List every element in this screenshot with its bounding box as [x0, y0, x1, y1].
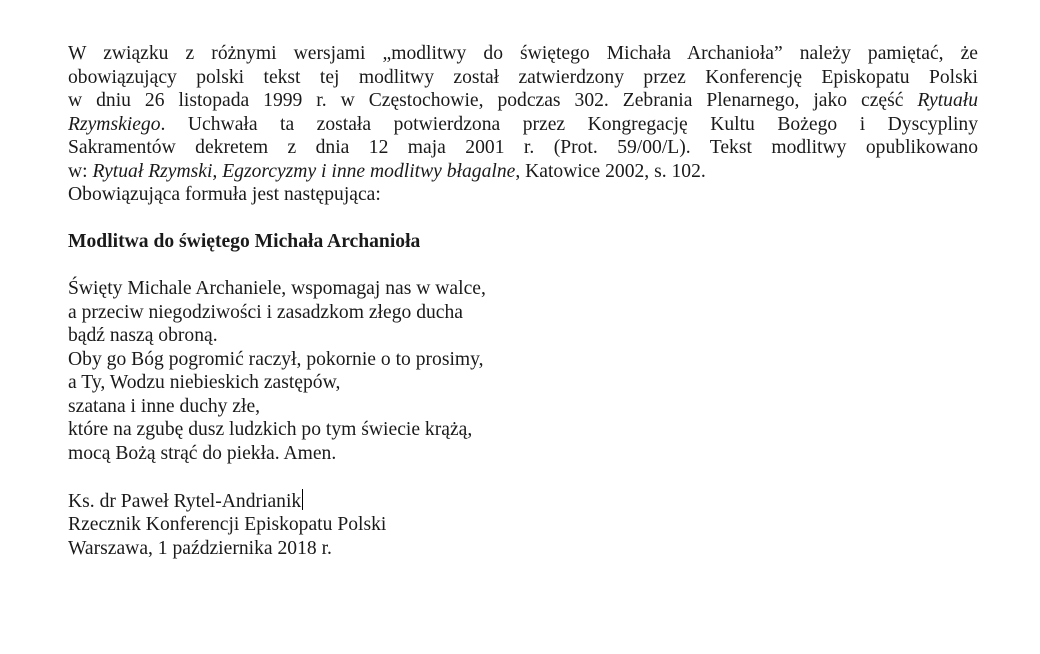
signature-block [68, 489, 978, 561]
prayer-line: bądź naszą obroną. [68, 325, 218, 346]
italic-title-text: Rytuał Rzymski, Egzorcyzmy i inne modlitwy błagalne [92, 160, 516, 182]
intro-line [68, 42, 978, 66]
blank-line [68, 465, 978, 489]
prayer-line: a Ty, Wodzu niebieskich zastępów, [68, 372, 341, 393]
intro-line [68, 160, 978, 184]
document-page[interactable] [68, 42, 978, 560]
text-cursor [302, 489, 303, 510]
signature-place-date: Warszawa, 1 października 2018 r. [68, 537, 332, 559]
formula-intro-line: Obowiązująca formuła jest następująca: [68, 184, 381, 205]
intro-line [68, 89, 978, 113]
prayer-line: a przeciw niegodziwości i zasadzkom złego ducha [68, 301, 463, 323]
signature-name-line [68, 489, 978, 514]
intro-text: w dniu 26 listopada 1999 r. w Częstochowie, podczas 302. Zebrania Plenarnego, jako część [68, 90, 918, 111]
prayer-line: Oby go Bóg pogromić raczył, pokornie o to prosimy, [68, 348, 484, 370]
signature-name: Ks. dr Paweł Rytel-Andrianik [68, 490, 302, 512]
prayer-line: które na zgubę dusz ludzkich po tym świecie krążą, [68, 419, 473, 440]
intro-line [68, 66, 978, 90]
intro-text: obowiązujący polski tekst tej modlitwy został zatwierdzony przez Konferencję Episkopatu Polski [68, 66, 978, 88]
blank-line [68, 254, 978, 278]
intro-text: . Uchwała ta została potwierdzona przez Kongregację Kultu Bożego i Dyscypliny [160, 113, 978, 135]
italic-title-text: Rzymskiego [68, 113, 161, 135]
prayer-line: Święty Michale Archaniele, wspomagaj nas w walce, [68, 278, 486, 299]
signature-role: Rzecznik Konferencji Episkopatu Polski [68, 514, 387, 535]
prayer-line: szatana i inne duchy złe, [68, 395, 261, 417]
intro-text: , Katowice 2002, s. 102. [515, 160, 706, 182]
intro-text: Sakramentów dekretem z dnia 12 maja 2001 r. (Prot. 59/00/L). Tekst modlitwy opublikowano [68, 137, 978, 158]
intro-line [68, 113, 978, 137]
intro-paragraph [68, 42, 978, 183]
intro-text: W związku z różnymi wersjami „modlitwy do świętego Michała Archanioła” należy pamiętać, że [68, 43, 978, 64]
blank-line [68, 207, 978, 231]
prayer-title: Modlitwa do świętego Michała Archanioła [68, 231, 421, 252]
intro-line [68, 136, 978, 160]
prayer-text [68, 277, 978, 465]
intro-text: w: [68, 160, 93, 182]
italic-title-text: Rytuału [917, 90, 978, 111]
prayer-line: mocą Bożą strąć do piekła. Amen. [68, 442, 337, 464]
